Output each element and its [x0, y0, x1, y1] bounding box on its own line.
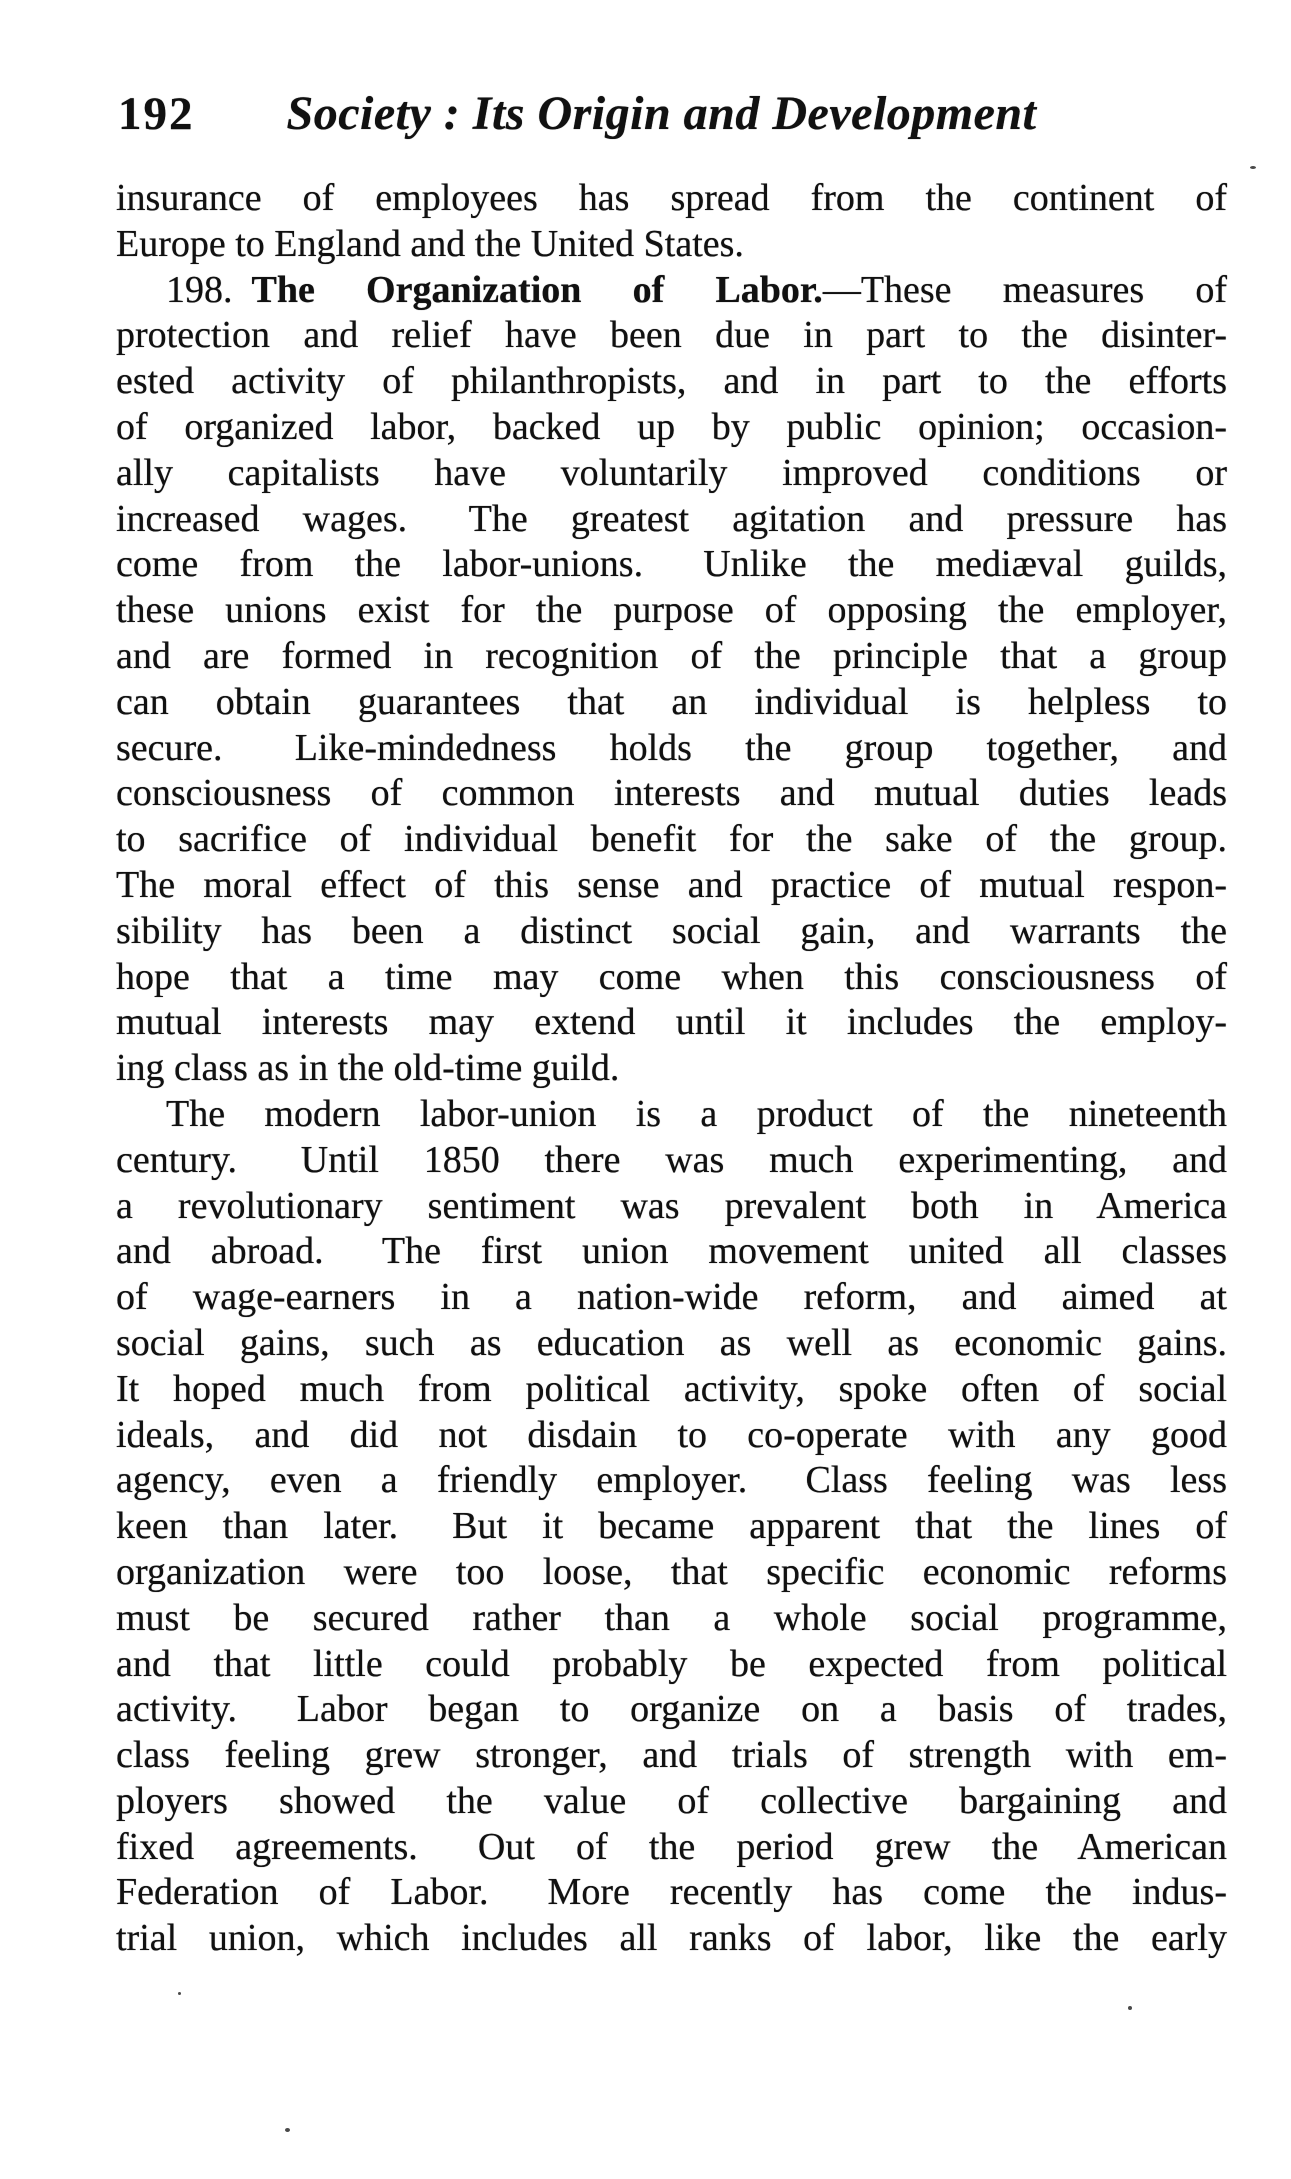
text-line: fixed agreements. Out of the period grew the American	[116, 1825, 1227, 1868]
text-line: must be secured rather than a whole social programme,	[116, 1596, 1227, 1639]
text-line: organization were too loose, that specific economic reforms	[116, 1550, 1227, 1593]
text-line: a revolutionary sentiment was prevalent both in America	[116, 1184, 1227, 1227]
body-text	[116, 176, 1227, 1962]
text-line: come from the labor-unions. Unlike the mediæval guilds,	[116, 543, 1227, 586]
text-line: increased wages. The greatest agitation and pressure has	[116, 497, 1227, 540]
text-line: and that little could probably be expected from political	[116, 1642, 1227, 1685]
text-line: protection and relief have been due in part to the disinter-	[116, 314, 1227, 357]
running-head	[118, 86, 1228, 141]
text-line: consciousness of common interests and mutual duties leads	[116, 772, 1227, 815]
text-line: ally capitalists have voluntarily improved conditions or	[116, 451, 1227, 494]
text-line: and are formed in recognition of the principle that a group	[116, 634, 1227, 677]
text-line: century. Until 1850 there was much experimenting, and	[116, 1138, 1227, 1181]
page-number: 192	[118, 88, 195, 140]
text-line: class feeling grew stronger, and trials of strength with em-	[116, 1734, 1227, 1777]
text-line: ployers showed the value of collective bargaining and	[116, 1779, 1227, 1822]
text-line: can obtain guarantees that an individual is helpless to	[116, 680, 1227, 723]
text-line: these unions exist for the purpose of opposing the employer,	[116, 589, 1227, 632]
text-line: The modern labor-union is a product of the nineteenth	[166, 1092, 1227, 1135]
running-title: Society : Its Origin and Development	[286, 87, 1037, 140]
text-line: Federation of Labor. More recently has come the indus-	[116, 1871, 1227, 1914]
text-line: The moral effect of this sense and practice of mutual respon-	[116, 863, 1227, 906]
text-line: agency, even a friendly employer. Class feeling was less	[116, 1459, 1227, 1502]
scan-speck	[178, 1992, 181, 1995]
text-segment: 198.	[166, 268, 252, 311]
text-line: of organized labor, backed up by public opinion; occasion-	[116, 405, 1227, 448]
text-line: sibility has been a distinct social gain, and warrants the	[116, 909, 1227, 952]
text-line: Europe to England and the United States.	[116, 222, 744, 265]
scan-speck	[1128, 2006, 1132, 2010]
text-line: hope that a time may come when this consciousness of	[116, 955, 1227, 998]
text-line: secure. Like-mindedness holds the group together, and	[116, 726, 1227, 769]
scan-speck	[1250, 166, 1256, 169]
text-line: and abroad. The first union movement united all classes	[116, 1230, 1227, 1273]
text-line: mutual interests may extend until it includes the employ-	[116, 1001, 1227, 1044]
text-line: keen than later. But it became apparent that the lines of	[116, 1505, 1227, 1548]
scan-speck	[285, 2128, 290, 2132]
text-line: social gains, such as education as well as economic gains.	[116, 1321, 1227, 1364]
text-line: It hoped much from political activity, spoke often of social	[116, 1367, 1227, 1410]
text-line: ideals, and did not disdain to co-operate with any good	[116, 1413, 1227, 1456]
text-line: ing class as in the old-time guild.	[116, 1047, 620, 1090]
text-line: ested activity of philanthropists, and in part to the efforts	[116, 360, 1227, 403]
text-line: trial union, which includes all ranks of labor, like the early	[116, 1917, 1227, 1960]
section-heading: The Organization of Labor.	[251, 268, 823, 311]
text-line: to sacrifice of individual benefit for the sake of the group.	[116, 818, 1227, 861]
text-line: of wage-earners in a nation-wide reform, and aimed at	[116, 1276, 1227, 1319]
text-segment: —These measures of	[822, 268, 1227, 311]
text-line	[116, 268, 1227, 314]
text-line: activity. Labor began to organize on a basis of trades,	[116, 1688, 1227, 1731]
text-line: insurance of employees has spread from the continent of	[116, 177, 1227, 219]
